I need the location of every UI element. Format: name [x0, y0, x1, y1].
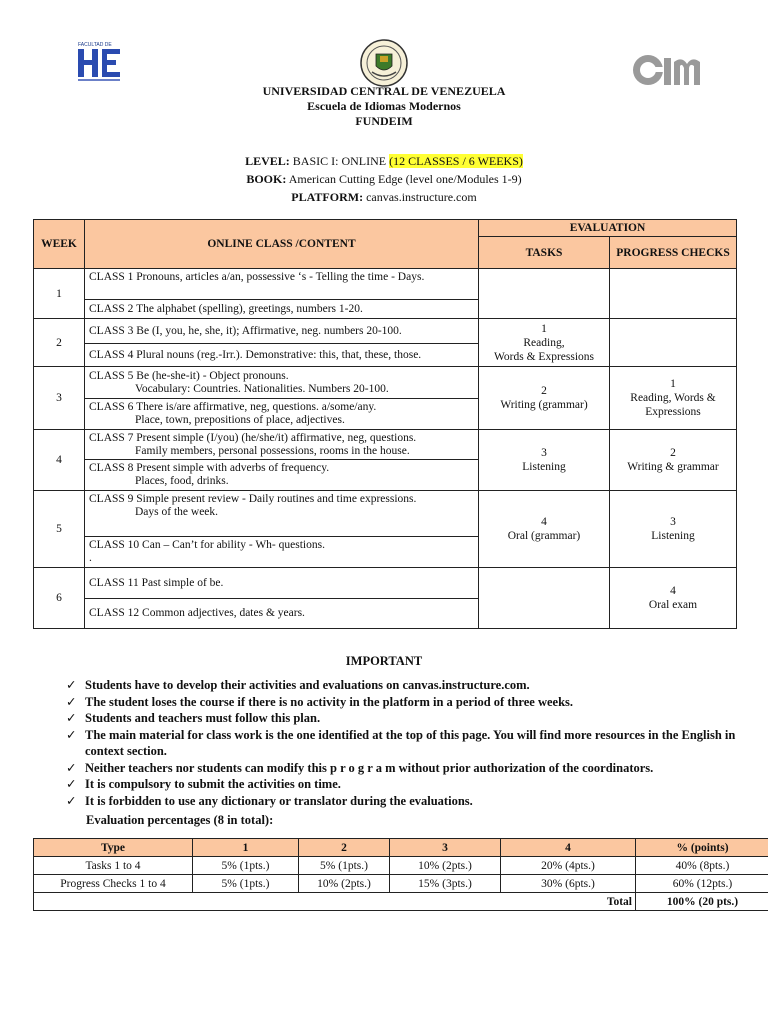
progress-check-cell [610, 319, 737, 367]
evaluation-row [34, 875, 768, 893]
task-cell [479, 319, 610, 367]
level-value: BASIC I: ONLINE [292, 154, 387, 168]
task-line: 3 [541, 447, 547, 459]
progress-line: 3 [670, 516, 676, 528]
class-title: CLASS 8 Present simple with adverbs of frequency. [89, 462, 330, 474]
class-content [85, 491, 479, 537]
document-header [0, 84, 768, 129]
evaluation-cell: 10% (2pts.) [390, 857, 501, 875]
class-detail: Days of the week. [135, 506, 219, 518]
class-title: CLASS 11 Past simple of be. [89, 576, 224, 589]
important-item [66, 760, 746, 777]
book-value: American Cutting Edge (level one/Modules 1-9) [288, 172, 522, 186]
important-item-text: Neither teachers nor students can modify this p r o g r a m without prior authorization of the coordinators. [85, 760, 654, 775]
level-line [0, 152, 768, 170]
class-title: CLASS 5 Be (he-she-it) - Object pronouns. [89, 369, 289, 382]
fundeim-logo [630, 48, 702, 88]
evaluation-cell: Progress Checks 1 to 4 [34, 875, 193, 893]
evaluation-cell: 5% (1pts.) [193, 857, 299, 875]
task-cell [479, 568, 610, 629]
task-cell [479, 367, 610, 430]
important-item-text: It is forbidden to use any dictionary or translator during the evaluations. [85, 793, 473, 808]
class-content [85, 568, 479, 599]
evaluation-cell: 20% (4pts.) [501, 857, 636, 875]
header-evaluation: EVALUATION [479, 220, 737, 237]
level-label: LEVEL: [245, 154, 290, 168]
class-content [85, 430, 479, 460]
evaluation-cell: 5% (1pts.) [299, 857, 390, 875]
important-title: IMPORTANT [345, 654, 423, 668]
header-content: ONLINE CLASS /CONTENT [85, 220, 479, 269]
task-line: 2 [541, 385, 547, 397]
evaluation-total-blank [34, 893, 501, 911]
task-line: Writing (grammar) [500, 399, 588, 411]
class-content [85, 599, 479, 629]
progress-line: Oral exam [648, 599, 698, 611]
week-number: 1 [34, 269, 85, 319]
week-number: 6 [34, 568, 85, 629]
class-detail: . [89, 552, 92, 564]
important-item [66, 694, 746, 711]
week-number: 4 [34, 430, 85, 491]
check-icon: ✓ [66, 678, 77, 692]
check-icon: ✓ [66, 694, 77, 709]
schedule-row [34, 568, 737, 599]
class-title: CLASS 7 Present simple (I/you) (he/she/it) affirmative, neg, questions. [89, 431, 417, 444]
evaluation-header-row [34, 839, 768, 857]
evaluation-total-label: Total [501, 893, 636, 911]
class-title: CLASS 4 Plural nouns (reg.-Irr.). Demonstrative: this, that, these, those. [89, 348, 422, 361]
important-item [66, 776, 746, 793]
evaluation-header-cell: 3 [390, 839, 501, 857]
evaluation-body [34, 839, 768, 911]
important-item-text: Students have to develop their activities and evaluations on canvas.instructure.com. [85, 678, 530, 692]
class-title: CLASS 2 The alphabet (spelling), greetings, numbers 1-20. [89, 302, 363, 315]
progress-check-cell [610, 367, 737, 430]
task-cell [479, 430, 610, 491]
task-cell [479, 269, 610, 319]
schedule-row [34, 269, 737, 300]
evaluation-total-value: 100% (20 pts.) [636, 893, 768, 911]
task-line: Listening [522, 461, 566, 473]
week-number: 5 [34, 491, 85, 568]
important-item-text: It is compulsory to submit the activities on time. [85, 777, 341, 791]
class-detail: Vocabulary: Countries. Nationalities. Numbers 20-100. [135, 382, 389, 395]
class-title: CLASS 10 Can – Can’t for ability - Wh- questions. [89, 539, 325, 551]
evaluation-cell: 60% (12pts.) [636, 875, 768, 893]
progress-line: 1 [670, 378, 676, 390]
header-progress: PROGRESS CHECKS [610, 237, 737, 269]
progress-line: 4 [670, 585, 676, 597]
progress-line: Listening [651, 530, 695, 542]
class-detail: Place, town, prepositions of place, adjectives. [135, 414, 345, 426]
evaluation-header-cell: 4 [501, 839, 636, 857]
evaluation-header-cell: 1 [193, 839, 299, 857]
check-icon: ✓ [66, 777, 77, 791]
task-cell [479, 491, 610, 568]
book-line [0, 170, 768, 188]
evaluation-cell: 40% (8pts.) [636, 857, 768, 875]
important-item-text: The main material for class work is the one identified at the top of this page. You will find more resources in the English in context section. [85, 727, 736, 758]
important-item [66, 793, 746, 810]
class-content [85, 367, 479, 399]
task-line: Oral (grammar) [507, 530, 581, 542]
check-icon: ✓ [66, 793, 77, 808]
progress-line: Reading, Words & [630, 392, 716, 404]
class-content [85, 537, 479, 568]
schedule-body [34, 269, 737, 629]
week-number: 2 [34, 319, 85, 367]
evaluation-percentages-heading: Evaluation percentages (8 in total): [86, 813, 274, 827]
check-icon: ✓ [66, 711, 77, 725]
evaluation-header-cell: Type [34, 839, 193, 857]
schedule-row [34, 319, 737, 344]
important-item [66, 677, 746, 694]
class-title: CLASS 6 There is/are affirmative, neg, questions. a/some/any. [89, 401, 377, 413]
progress-check-cell [610, 430, 737, 491]
book-label: BOOK: [246, 172, 287, 186]
task-line: 1 [541, 322, 547, 335]
faculty-logo-text: FACULTAD DE [78, 42, 112, 48]
progress-line: Writing & grammar [627, 461, 719, 473]
task-line: Reading, [523, 336, 565, 349]
class-content [85, 344, 479, 367]
evaluation-cell: Tasks 1 to 4 [34, 857, 193, 875]
progress-check-cell [610, 491, 737, 568]
class-content [85, 269, 479, 300]
evaluation-row [34, 857, 768, 875]
evaluation-header-cell: 2 [299, 839, 390, 857]
progress-check-cell [610, 568, 737, 629]
platform-value: canvas.instructure.com [366, 190, 477, 204]
class-detail: Places, food, drinks. [135, 475, 229, 487]
faculty-logo [74, 40, 124, 84]
class-content [85, 300, 479, 319]
schedule-row [34, 491, 737, 537]
important-item [66, 710, 746, 727]
check-icon: ✓ [66, 760, 77, 775]
task-line: 4 [541, 516, 547, 528]
schedule-row [34, 430, 737, 460]
evaluation-table [33, 838, 768, 911]
schedule-row [34, 367, 737, 399]
progress-check-cell [610, 269, 737, 319]
progress-line: 2 [670, 447, 676, 459]
class-title: CLASS 1 Pronouns, articles a/an, possessive ‘s - Telling the time - Days. [89, 271, 425, 283]
course-info [0, 152, 768, 206]
class-detail: Family members, personal possessions, rooms in the house. [135, 444, 410, 457]
important-item [66, 727, 746, 760]
important-list [66, 677, 746, 809]
header-tasks: TASKS [479, 237, 610, 269]
week-number: 3 [34, 367, 85, 430]
class-content [85, 460, 479, 491]
task-line: Words & Expressions [493, 350, 594, 363]
header-week: WEEK [34, 220, 85, 269]
platform-line [0, 188, 768, 206]
level-highlight: (12 CLASSES / 6 WEEKS) [389, 154, 523, 168]
check-icon: ✓ [66, 727, 77, 742]
class-title: CLASS 3 Be (I, you, he, she, it); Affirmative, neg. numbers 20-100. [89, 324, 402, 337]
progress-line: Expressions [645, 406, 701, 418]
evaluation-cell: 15% (3pts.) [390, 875, 501, 893]
class-content [85, 399, 479, 430]
class-title: CLASS 12 Common adjectives, dates & years. [89, 607, 305, 619]
org-name: FUNDEIM [355, 114, 413, 128]
important-item-text: The student loses the course if there is no activity in the platform in a period of three weeks. [85, 694, 574, 709]
evaluation-cell: 5% (1pts.) [193, 875, 299, 893]
class-content [85, 319, 479, 344]
platform-label: PLATFORM: [291, 190, 364, 204]
class-title: CLASS 9 Simple present review - Daily routines and time expressions. [89, 493, 417, 505]
schedule-table [33, 219, 737, 629]
school-name: Escuela de Idiomas Modernos [307, 99, 461, 113]
evaluation-total-row [34, 893, 768, 911]
university-seal [358, 38, 410, 88]
university-name: UNIVERSIDAD CENTRAL DE VENEZUELA [262, 84, 506, 98]
evaluation-header-cell: % (points) [636, 839, 768, 857]
important-item-text: Students and teachers must follow this plan. [85, 711, 321, 725]
evaluation-cell: 30% (6pts.) [501, 875, 636, 893]
evaluation-cell: 10% (2pts.) [299, 875, 390, 893]
